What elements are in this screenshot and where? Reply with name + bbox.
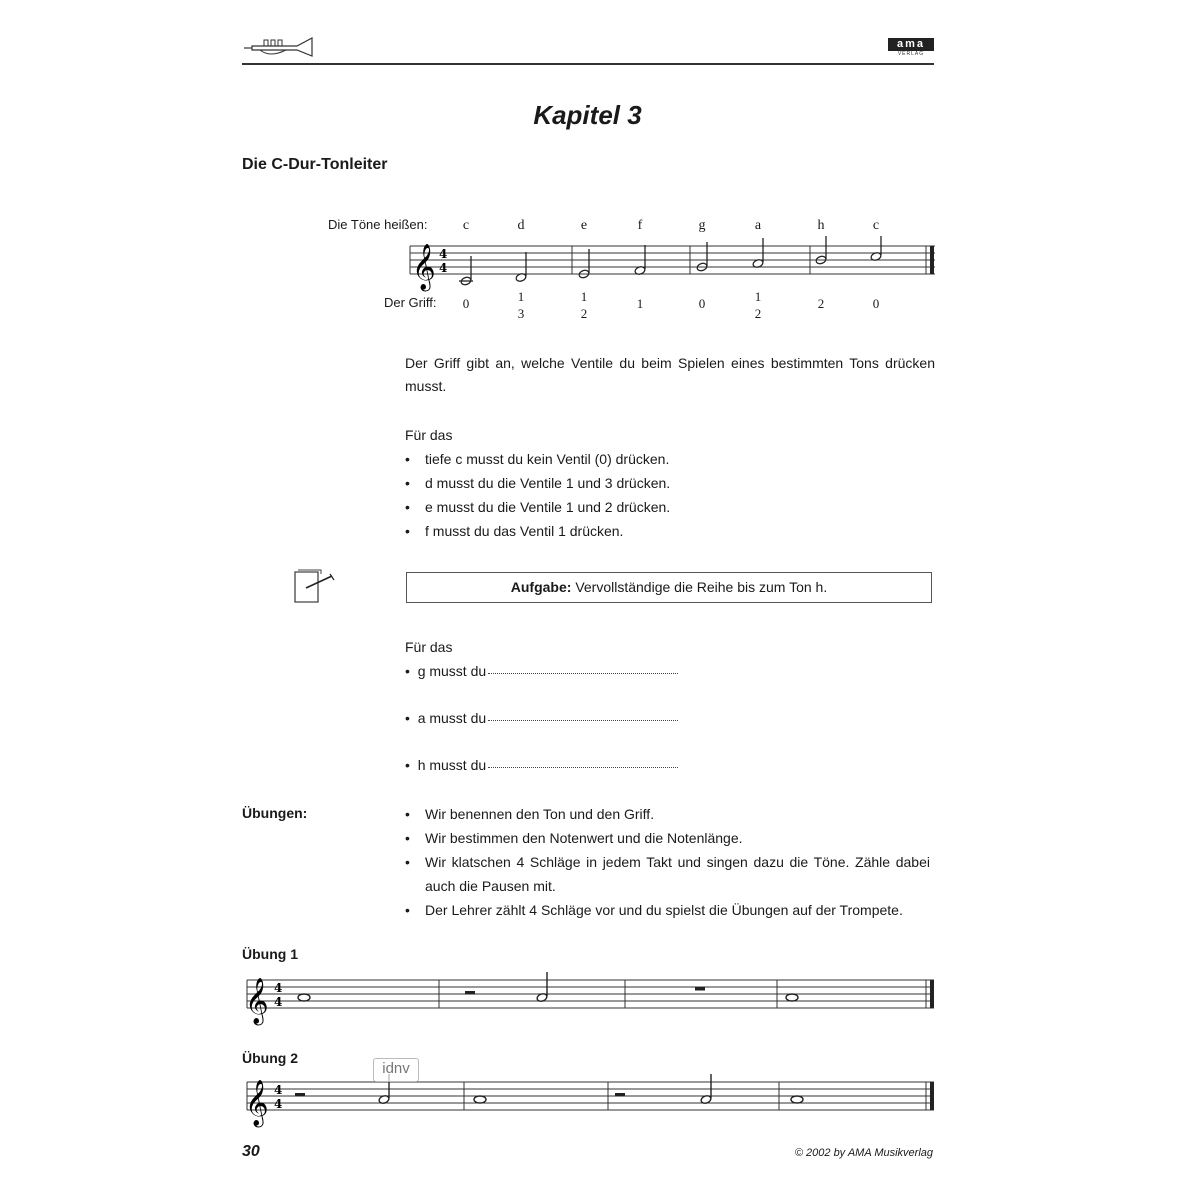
svg-text:4: 4 [274,1097,283,1111]
treble-clef-icon: 𝄞 [245,1080,269,1126]
fill-in-text: h musst du [417,757,487,773]
task-box [406,572,932,603]
note-name: g [698,218,706,233]
final-bar-line-thick [930,246,934,274]
list-item: • Wir klatschen 4 Schläge in jedem Takt und singen dazu die Töne. Zähle dabei auch die Pausen mit. [405,850,930,898]
task-text: Vervollständige die Reihe bis zum Ton h. [575,579,828,595]
list-item: • tiefe c musst du kein Ventil (0) drücken. [405,447,935,471]
svg-text:4: 4 [274,1083,283,1097]
whole-note [786,994,798,1001]
trumpet-icon [242,34,314,60]
time-signature-top: 4 [439,247,448,261]
grip-value: 0 [462,296,470,311]
list-item: • Der Lehrer zählt 4 Schläge vor und du spielst die Übungen auf der Trompete. [405,898,930,922]
page-title: Kapitel 3 [533,100,642,130]
treble-clef-icon: 𝄞 [245,978,269,1024]
list-item: • Wir bestimmen den Notenwert und die Notenlänge. [405,826,930,850]
uebung2-label: Übung 2 [242,1050,298,1066]
note-name: h [817,218,825,233]
note-name: c [462,218,470,233]
header-rule [242,63,934,65]
svg-text:4: 4 [274,995,283,1009]
uebung1-label: Übung 1 [242,946,298,962]
page-number: 30 [242,1143,260,1160]
list-item: • Wir benennen den Ton und den Griff. [405,802,930,826]
whole-note [474,1096,486,1103]
list-item: • d musst du die Ventile 1 und 3 drücken. [405,471,935,495]
grip-value: 2 [817,296,825,311]
grip-label: Der Griff: [384,295,437,310]
grip-value: 1 2 [754,289,762,321]
copyright-notice: © 2002 by AMA Musikverlag [794,1147,933,1159]
note-name: f [637,218,643,233]
tones-label: Die Töne heißen: [328,217,428,232]
list-lead: Für das [405,427,453,443]
fill-in-row[interactable]: • g musst du [405,663,678,679]
grip-value: 1 [636,296,644,311]
note-name: e [580,218,588,233]
list-item: • e musst du die Ventile 1 und 2 drücken. [405,495,935,519]
fill-in-row[interactable]: • h musst du [405,757,678,773]
grip-value: 0 [698,296,706,311]
whole-rest [695,987,705,991]
publisher-logo-sub: VERLAG [897,51,925,57]
exercises-label: Übungen: [242,805,308,821]
uebung2-staff [242,1068,937,1128]
fill-in-blank[interactable] [488,719,678,721]
intro-paragraph: Der Griff gibt an, welche Ventile du beim Spielen eines bestimmten Tons drücken musst. [405,355,935,394]
list-item: • f musst du das Ventil 1 drücken. [405,519,935,543]
scale-staff [400,236,940,292]
publisher-logo [888,38,934,60]
time-signature-bottom: 4 [439,261,448,275]
svg-text:4: 4 [274,981,283,995]
treble-clef-icon: 𝄞 [412,244,436,290]
watermark-badge: idnv [373,1058,419,1082]
grip-value: 1 2 [580,289,588,321]
fill-in-text: g musst du [417,663,487,679]
fill-in-row[interactable]: • a musst du [405,710,678,726]
half-rest [465,991,475,995]
fill-in-blank[interactable] [488,672,678,674]
note-name: d [517,218,525,233]
grip-value: 0 [872,296,880,311]
half-rest [615,1093,625,1097]
task-label: Aufgabe: [510,579,572,595]
grip-value: 1 3 [517,289,525,321]
publisher-logo-text: ama [888,38,934,51]
exercises-list [405,802,930,922]
writing-task-icon [292,566,336,606]
note-name: c [872,218,880,233]
whole-note [298,994,310,1001]
fill-in-lead: Für das [405,639,453,655]
half-rest [295,1093,305,1097]
whole-note [791,1096,803,1103]
section-title: Die C-Dur-Tonleiter [242,156,388,173]
fill-in-blank[interactable] [488,766,678,768]
valve-list [405,423,935,543]
fill-in-text: a musst du [417,710,487,726]
note-name: a [754,218,762,233]
uebung1-staff [242,966,937,1026]
